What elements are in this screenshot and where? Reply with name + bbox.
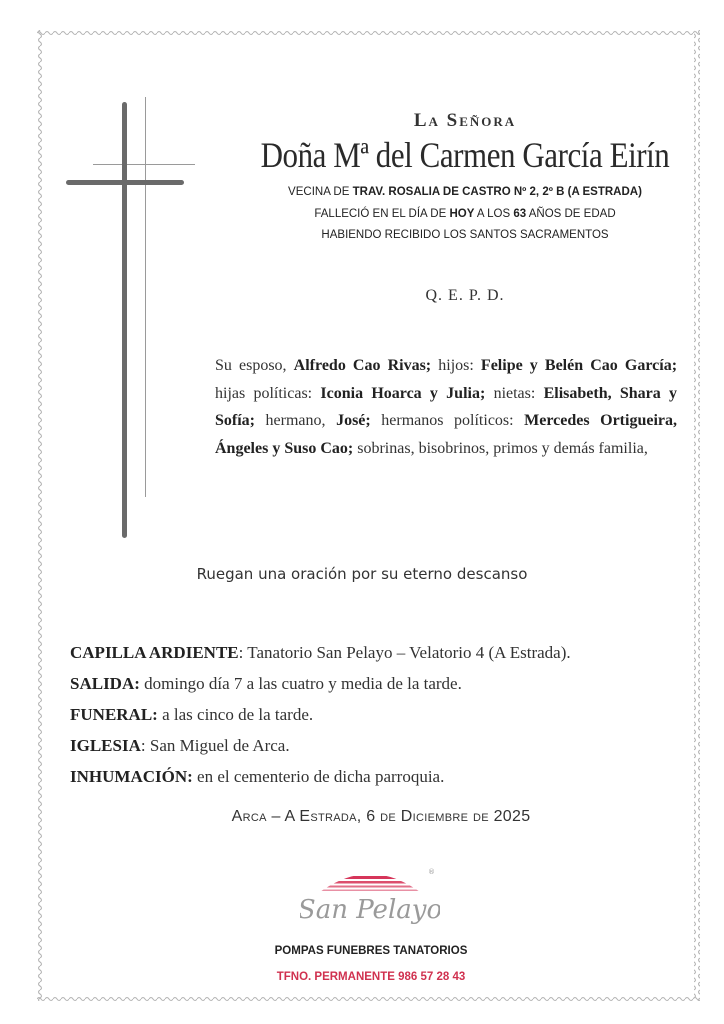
family-relation-text: hermano, [255,412,337,429]
death-line [200,208,724,220]
detail-value: a las cinco de la tarde. [162,705,314,724]
residence-prefix: VECINA DE [288,186,353,198]
family-relation-text: hijas políticas: [215,384,321,402]
residence-line [200,186,724,198]
death-day: HOY [449,208,475,220]
dateline: Arca – A Estrada, 6 de Diciembre de 2025 [231,808,531,825]
detail-separator: : [140,736,150,755]
family-member-names: José; [336,412,371,429]
detail-separator: : [238,643,248,662]
death-mid: A LOS [474,208,514,220]
family-relation-text: Su esposo, [215,357,294,374]
family-member-names: Iconia Hoarca y Julia; [320,384,486,402]
company-tagline: POMPAS FUNEBRES TANATORIOS [274,945,468,957]
detail-label: IGLESIA [70,736,141,755]
death-prefix: FALLECIÓ EN EL DÍA DE [314,208,450,220]
detail-row [70,640,700,671]
family-relation-text: hijos: [431,357,481,374]
age: 63 [513,208,527,220]
svg-text:®: ® [428,868,435,876]
detail-value: en el cementerio de dicha parroquia. [197,767,445,786]
detail-row [70,671,700,702]
family-member-names: Alfredo Cao Rivas; [293,357,432,374]
svg-text:San Pelayo: San Pelayo [300,895,440,925]
detail-value: Tanatorio San Pelayo – Velatorio 4 (A Estrada). [247,643,571,662]
residence-address: TRAV. ROSALIA DE CASTRO Nº 2, 2º B (A ESTRADA) [352,186,642,198]
prayer-line: Ruegan una oración por su eterno descanso [196,565,528,583]
phone-number: TFNO. PERMANENTE 986 57 28 43 [276,971,466,983]
sunset-stripes-icon [300,862,440,891]
detail-row [70,702,700,733]
family-relation-text: nietas: [485,384,544,402]
detail-value: San Miguel de Arca. [149,736,290,755]
detail-row [70,764,700,795]
detail-label: INHUMACIÓN: [70,767,193,786]
detail-label: SALIDA: [70,674,140,693]
salutation: La Señora [413,110,517,131]
service-details [70,640,700,795]
family-relation-text: sobrinas, bisobrinos, primos y demás familia, [353,439,648,457]
detail-label: CAPILLA ARDIENTE [70,643,239,662]
detail-row [70,733,700,764]
family-member-names: Felipe y Belén Cao García; [480,357,678,374]
family-paragraph [215,352,677,462]
family-member-names: Mercedes Ortigueira, Ángeles y Suso Cao; [215,412,677,457]
sacraments-line: HABIENDO RECIBIDO LOS SANTOS SACRAMENTOS [321,229,609,241]
qepd: Q. E. P. D. [425,287,505,304]
death-suffix: AÑOS DE EDAD [526,208,616,220]
deceased-name: Doña Mª del Carmen García Eirín [260,135,670,175]
detail-label: FUNERAL: [70,705,158,724]
family-relation-text: hermanos políticos: [370,412,525,429]
san-pelayo-logo [300,862,440,932]
detail-value: domingo día 7 a las cuatro y media de la tarde. [144,674,462,693]
family-member-names: Elisabeth, Shara y Sofía; [215,384,678,429]
